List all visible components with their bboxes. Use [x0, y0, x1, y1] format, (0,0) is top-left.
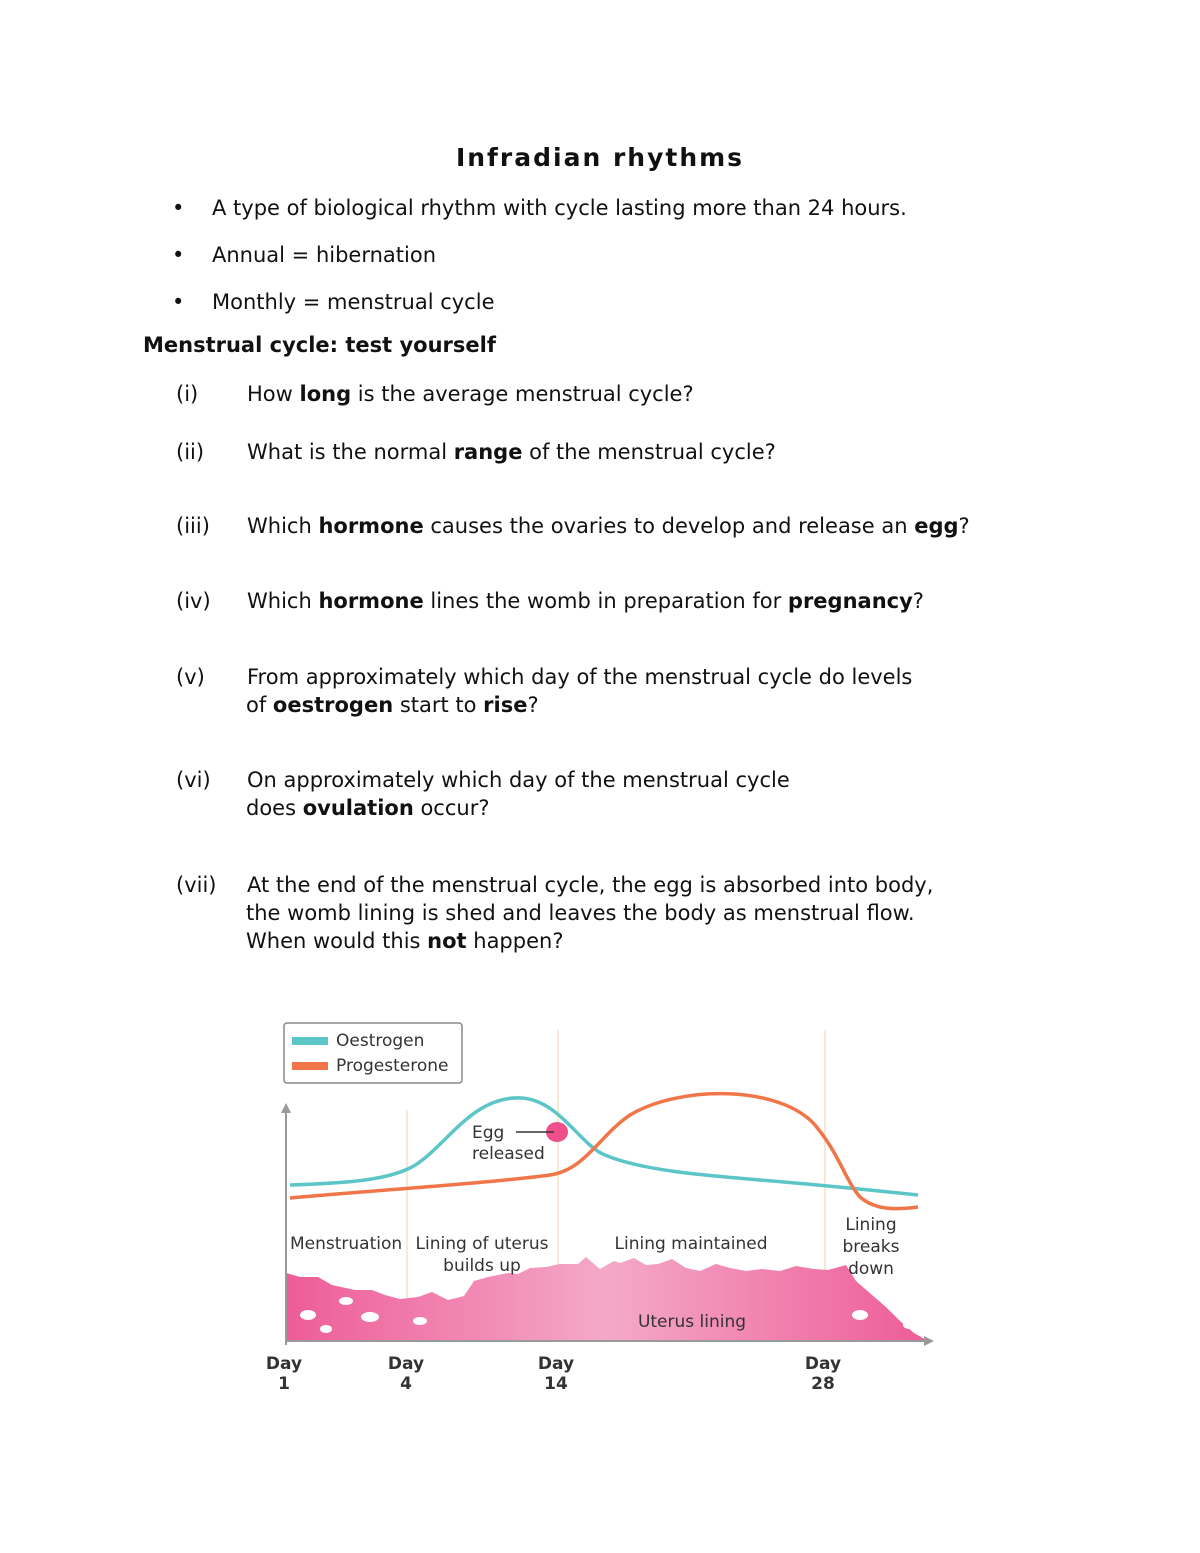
question-text: On approximately which day of the menstrual cycle does ovulation occur?: [246, 768, 790, 820]
question-number: (v): [176, 665, 205, 689]
day-number-1: 1: [278, 1374, 290, 1394]
oestrogen-curve: [290, 1098, 918, 1195]
question-number: (vi): [176, 768, 211, 792]
egg-label: Egg: [472, 1123, 505, 1143]
phase-breaks-down-3: down: [848, 1259, 894, 1279]
legend-oestrogen: Oestrogen: [336, 1031, 425, 1051]
question-text: What is the normal range of the menstrual cycle?: [247, 440, 776, 464]
day-label-14: Day: [537, 1354, 575, 1374]
legend-swatch-progesterone: [292, 1062, 328, 1070]
page-title: Infradian rhythms: [455, 143, 745, 172]
day-label-4: Day: [387, 1354, 425, 1374]
bullet-text: A type of biological rhythm with cycle lasting more than 24 hours.: [212, 196, 907, 220]
phase-menstruation: Menstruation: [290, 1234, 403, 1254]
question-number: (ii): [176, 440, 205, 464]
question-text: Which hormone causes the ovaries to develop and release an egg?: [247, 514, 970, 538]
day-number-14: 14: [544, 1374, 568, 1394]
question-number: (i): [176, 382, 199, 406]
y-axis-arrow: [281, 1103, 291, 1113]
bullet-glyph: •: [172, 196, 185, 220]
day-label-28: Day: [804, 1354, 842, 1374]
bullet-text: Monthly = menstrual cycle: [212, 290, 495, 314]
bullet-glyph: •: [172, 290, 185, 314]
phase-breaks-down-2: breaks: [842, 1237, 900, 1257]
x-axis-arrow: [924, 1336, 934, 1346]
menstrual-cycle-diagram: [260, 1015, 940, 1395]
day-number-4: 4: [400, 1374, 412, 1394]
uterus-lining: [286, 1257, 928, 1341]
uterus-lining-label: Uterus lining: [637, 1312, 747, 1332]
phase-builds-up: Lining of uterus: [415, 1234, 549, 1254]
legend-progesterone: Progesterone: [336, 1056, 449, 1076]
egg-label-2: released: [472, 1144, 545, 1164]
progesterone-curve: [290, 1094, 918, 1209]
question-number: (iii): [176, 514, 210, 538]
day-label-1: Day: [265, 1354, 303, 1374]
section-heading: Menstrual cycle: test yourself: [143, 333, 496, 357]
phase-maintained: Lining maintained: [614, 1234, 768, 1254]
bullet-glyph: •: [172, 243, 185, 267]
question-text: From approximately which day of the menstrual cycle do levels of oestrogen start to rise?: [246, 665, 913, 717]
question-number: (vii): [176, 873, 217, 897]
question-text: At the end of the menstrual cycle, the egg is absorbed into body, the womb lining is shed and leaves the body as menstrual flow. When would this not happen?: [246, 873, 934, 953]
legend-swatch-oestrogen: [292, 1037, 328, 1045]
phase-breaks-down: Lining: [845, 1215, 897, 1235]
phase-builds-up-2: builds up: [443, 1256, 521, 1276]
question-text: How long is the average menstrual cycle?: [247, 382, 694, 406]
day-number-28: 28: [811, 1374, 835, 1394]
question-number: (iv): [176, 589, 211, 613]
bullet-text: Annual = hibernation: [212, 243, 437, 267]
question-text: Which hormone lines the womb in preparation for pregnancy?: [247, 589, 924, 613]
